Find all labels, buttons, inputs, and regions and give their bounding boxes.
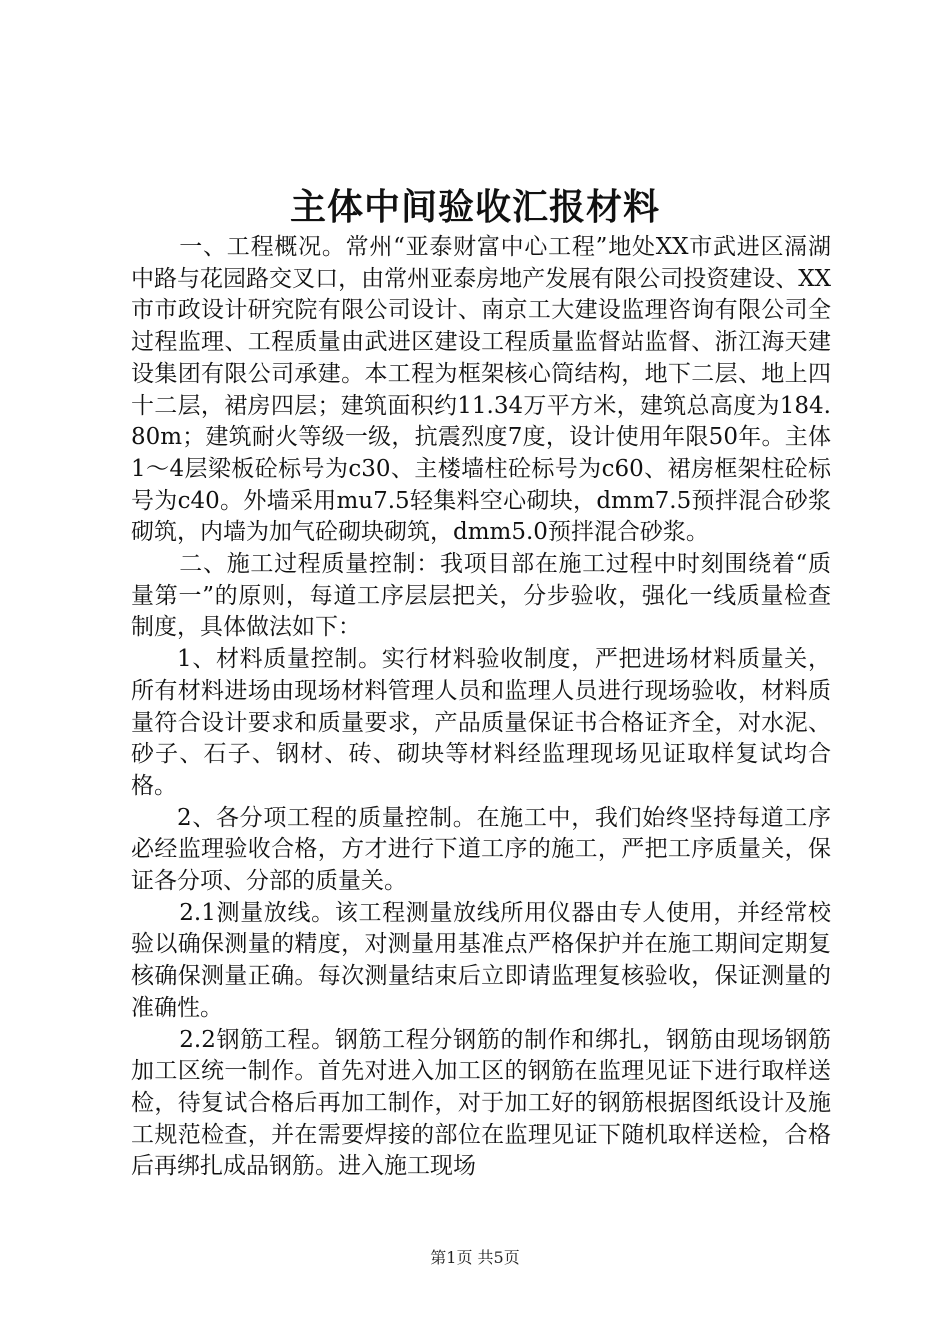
paragraph-quality-control: 二、施工过程质量控制：我项目部在施工过程中时刻围绕着“质量第一”的原则，每道工序层层把关，分步验收，强化一线质量检查制度，具体做法如下： — [131, 551, 831, 641]
page-footer: 第1页 共5页 — [430, 1248, 520, 1267]
paragraph-rebar: 2.2钢筋工程。钢筋工程分钢筋的制作和绑扎，钢筋由现场钢筋加工区统一制作。首先对进入加工区的钢筋在监理见证下进行取样送检，待复试合格后再加工制作，对于加工好的钢筋根据图纸设计及施工规范检查，并在需要焊接的部位在监理见证下随机取样送检，合格后再绑扎成品钢筋。进入施工现场 — [131, 1026, 831, 1180]
document-body — [131, 232, 831, 1183]
document-title: 主体中间验收汇报材料 — [289, 187, 660, 228]
paragraph-subitem-control: 2、各分项工程的质量控制。在施工中，我们始终坚持每道工序必经监理验收合格，方才进行下道工序的施工，严把工序质量关，保证各分项、分部的质量关。 — [131, 804, 831, 895]
paragraph-project-overview: 一、工程概况。常州“亚泰财富中心工程”地处XX市武进区滆湖中路与花园路交叉口，由常州亚泰房地产发展有限公司投资建设、XX市市政设计研究院有限公司设计、南京工大建设监理咨询有限公司全过程监理、工程质量由武进区建设工程质量监督站监督、浙江海天建设集团有限公司承建。本工程为框架核心筒结构，地下二层、地上四十二层，裙房四层；建筑面积约11.34万平方米，建筑总高度为184.80m；建筑耐火等级一级，抗震烈度7度，设计使用年限50年。主体1～4层梁板砼标号为c30、主楼墙柱砼标号为c60、裙房框架柱砼标号为c40。外墙采用mu7.5轻集料空心砌块，dmm7.5预拌混合砂浆砌筑，内墙为加气砼砌块砌筑，dmm5.0预拌混合砂浆。 — [131, 234, 831, 546]
paragraph-material-control: 1、材料质量控制。实行材料验收制度，严把进场材料质量关，所有材料进场由现场材料管理人员和监理人员进行现场验收，材料质量符合设计要求和质量要求，产品质量保证书合格证齐全，对水泥、砂子、石子、钢材、砖、砌块等材料经监理现场见证取样复试均合格。 — [131, 646, 831, 799]
paragraph-surveying: 2.1测量放线。该工程测量放线所用仪器由专人使用，并经常校验以确保测量的精度，对测量用基准点严格保护并在施工期间定期复核确保测量正确。每次测量结束后立即请监理复核验收，保证测量的准确性。 — [131, 899, 831, 1021]
